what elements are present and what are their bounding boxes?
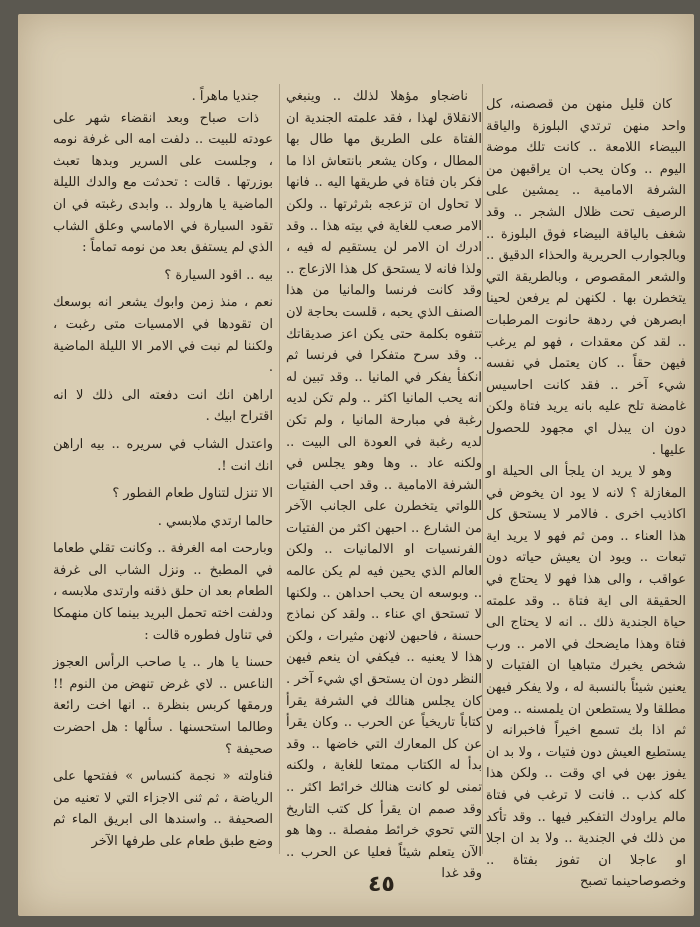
paragraph: واعتدل الشاب في سريره .. بيه اراهن انك انت !. [53, 436, 273, 474]
page-number: ٤٥ [368, 872, 395, 897]
column-divider [279, 84, 280, 854]
text-column-middle [286, 86, 482, 885]
paragraph: كان قليل منهن من قصصنه، كل واحد منهن ترتدي البلوزة والياقة البيضاء اللامعة .. كانت تلك موضة اليوم .. وكان يحب ان يراقبهن من الشرفة الامامية .. يمشين على الرصيف تحت ظلال الشجر .. وقد شغف بالياقة البيضاء فوق البلوزة .. وبالجوارب الحريرية والحذاء الدقيق .. والشعر المقصوص ، وبالطريقة التي يتخطرن بها . لكنهن لم يرفعن لحينا ابصرهن في ردهة حانوت المرطبات .. لقد كن معقدات ، فهو لم يرغب فيهن حقاً .. كان يعتمل في نفسه شيء آخر .. فقد كانت احاسيس غامضة تلح عليه بانه يريد فتاة ولكن دون ان يبذل اي مجهود للحصول عليها . [486, 97, 686, 458]
text-column-right [486, 94, 686, 893]
paragraph: ذات صباح وبعد انقضاء شهر على عودته للبيت .. دلفت امه الى غرفة نومه ، وجلست على السرير وبدها تعبث بوزرتها . قالت : تحدثت مع والدك الليلة الماضية يا هارولد .. وابدى رغبته في ان تقود السيارة في الاماسي وعلق الشاب الذي لم يستفق بعد من نومه تماماً : [53, 110, 273, 256]
paragraph: الا تنزل لتناول طعام الفطور ؟ [112, 486, 273, 502]
paragraph: وهو لا يريد ان يلجأ الى الحيلة او المغازلة ؟ لانه لا يود ان يخوض في اكاذيب اخرى . فالامر لا يستحق كل هذا العناء .. ومن ثم فهو لا يريد اية تبعات .. ويود ان يعيش حياته دون عواقب ، والى هذا فهو لا يحتاج في الحقيقة الى اية فتاة .. وقد علمته حياة الجندية ذلك .. انه لا يحتاج الى فتاة وهذا مايضحك في الامر .. ورب شخص يخبرك متباهيا ان الفتيات لا يعنين شيئاً بالنسبة له ، ولا يفكر فيهن مطلقا ولا يستطعن ان يلمسنه .. ومن ثم اذا بك تسمع اخيراً فاخبرانه لا يستطيع العيش دون فتيات ، ولا بد ان يفوز بهن في اي وقت .. ولكن هذا كله كذب .. فانت لا ترغب في فتاة مالم يراودك التفكير فيها .. وقد تأكد من ذلك في الجندية .. ولا بد ان اجلا او عاجلا ان تفوز بفتاة .. وخصوصاحينما تصبح [486, 464, 686, 890]
paragraph: فناولته « نجمة كنساس » ففتحها على الرياضة ، ثم ثنى الاجزاء التي لا تعنيه من الصحيفة .. واسندها الى ابريق الماء ثم وضع طبق طعام على طرفها الآخر [53, 769, 273, 849]
magazine-page [18, 14, 694, 916]
text-column-left [53, 86, 273, 853]
column-divider [482, 84, 483, 854]
paragraph: ناضجاو مؤهلا لذلك .. وينبغي الانقلاق لهذا ، فقد علمته الجندية ان الفتاة على الطريق مها طال بها المطال ، وكان يشعر بانتعاش اذا ما فكر بان فتاة في طريقها اليه .. فانها لا تحاول ان تزعجه بثرثرتها .. ولكن الامر صعب للغاية في بيته هذا .. وقد ادرك ان الامر لن يستقيم له فيه ، ولذا فانه لا يستحق كل هذا الازعاج .. وقد كانت فرنسا والمانيا من هذا الصنف الذي يحبه ، قلست بحاجة لان تتفوه بكلمة حتى يكن اعز صديقاتك .. وقد سرح متفكرا في فرنسا ثم انكفأ يفكر في المانيا .. وقد تبين له انه يحب المانيا اكثر .. ولم تكن لديه رغبة في مبارحة المانيا ، ولم تكن لديه رغبة في العودة الى البيت .. ولكنه عاد .. وها وهو يجلس في الشرفة الامامية .. وقد احب الفتيات اللواتي يتخطرن على الجانب الآخر من الشارع .. احبهن اكثر من الفتيات الفرنسيات او الالمانيات .. ولكن العالم الذي يحين فيه لم يكن عالمه .. وبوسعه ان يحب احداهن .. ولكنها لا تستحق اي عناء .. ولقد كن نماذج حسنة ، فاحبهن لانهن مثيرات ، ولكن هذا لا يعنيه .. فيكفي ان ينعم فيهن النظر دون ان يستحق اي شيء آخر . كان يجلس هنالك في الشرفة يقرأ كتاباً تاريخياً عن الحرب .. وكان يقرأ عن كل المعارك التي خاضها .. وقد بدأ له الكتاب ممتعا للغاية ، ولكنه تمنى لو كانت هنالك خرائط اكثر .. وقد صمم ان يقرأ كل كتب التاريخ التي تحوي خرائط مفصلة .. وها هو الآن يتعلم شيئاً فعليا عن الحرب .. وقد غدا [286, 89, 482, 882]
paragraph: جنديا ماهراً . [191, 89, 259, 104]
paragraph: اراهن انك انت دفعته الى ذلك لا انه اقتراح ابيك . [53, 387, 273, 425]
paragraph: حسنا يا هار .. يا صاحب الرأس العجوز الناعس .. لاي غرض تنهض من النوم !! ورمقها كربس بنظرة .. انها اخت رائعة وطالما استحسنها . سألها : هل احضرت صحيفة ؟ [53, 655, 273, 757]
paragraph: بيه .. اقود السيارة ؟ [164, 267, 273, 283]
paragraph: حالما ارتدي ملابسي . [157, 513, 273, 529]
paragraph: نعم ، منذ زمن وابوك يشعر انه بوسعك ان تقودها في الامسيات متى رغبت ، ولكننا لم نبت في الامر الا الليلة الماضية . [53, 295, 273, 376]
paragraph: وبارحت امه الغرفة .. وكانت تقلي طعاما في المطبخ .. ونزل الشاب الى غرفة الطعام بعد ان حلق ذقنه وارتدى ملابسه ، ودلفت اخته تحمل البريد بينما كان منهمكا في تناول فطوره قالت : [53, 541, 273, 643]
